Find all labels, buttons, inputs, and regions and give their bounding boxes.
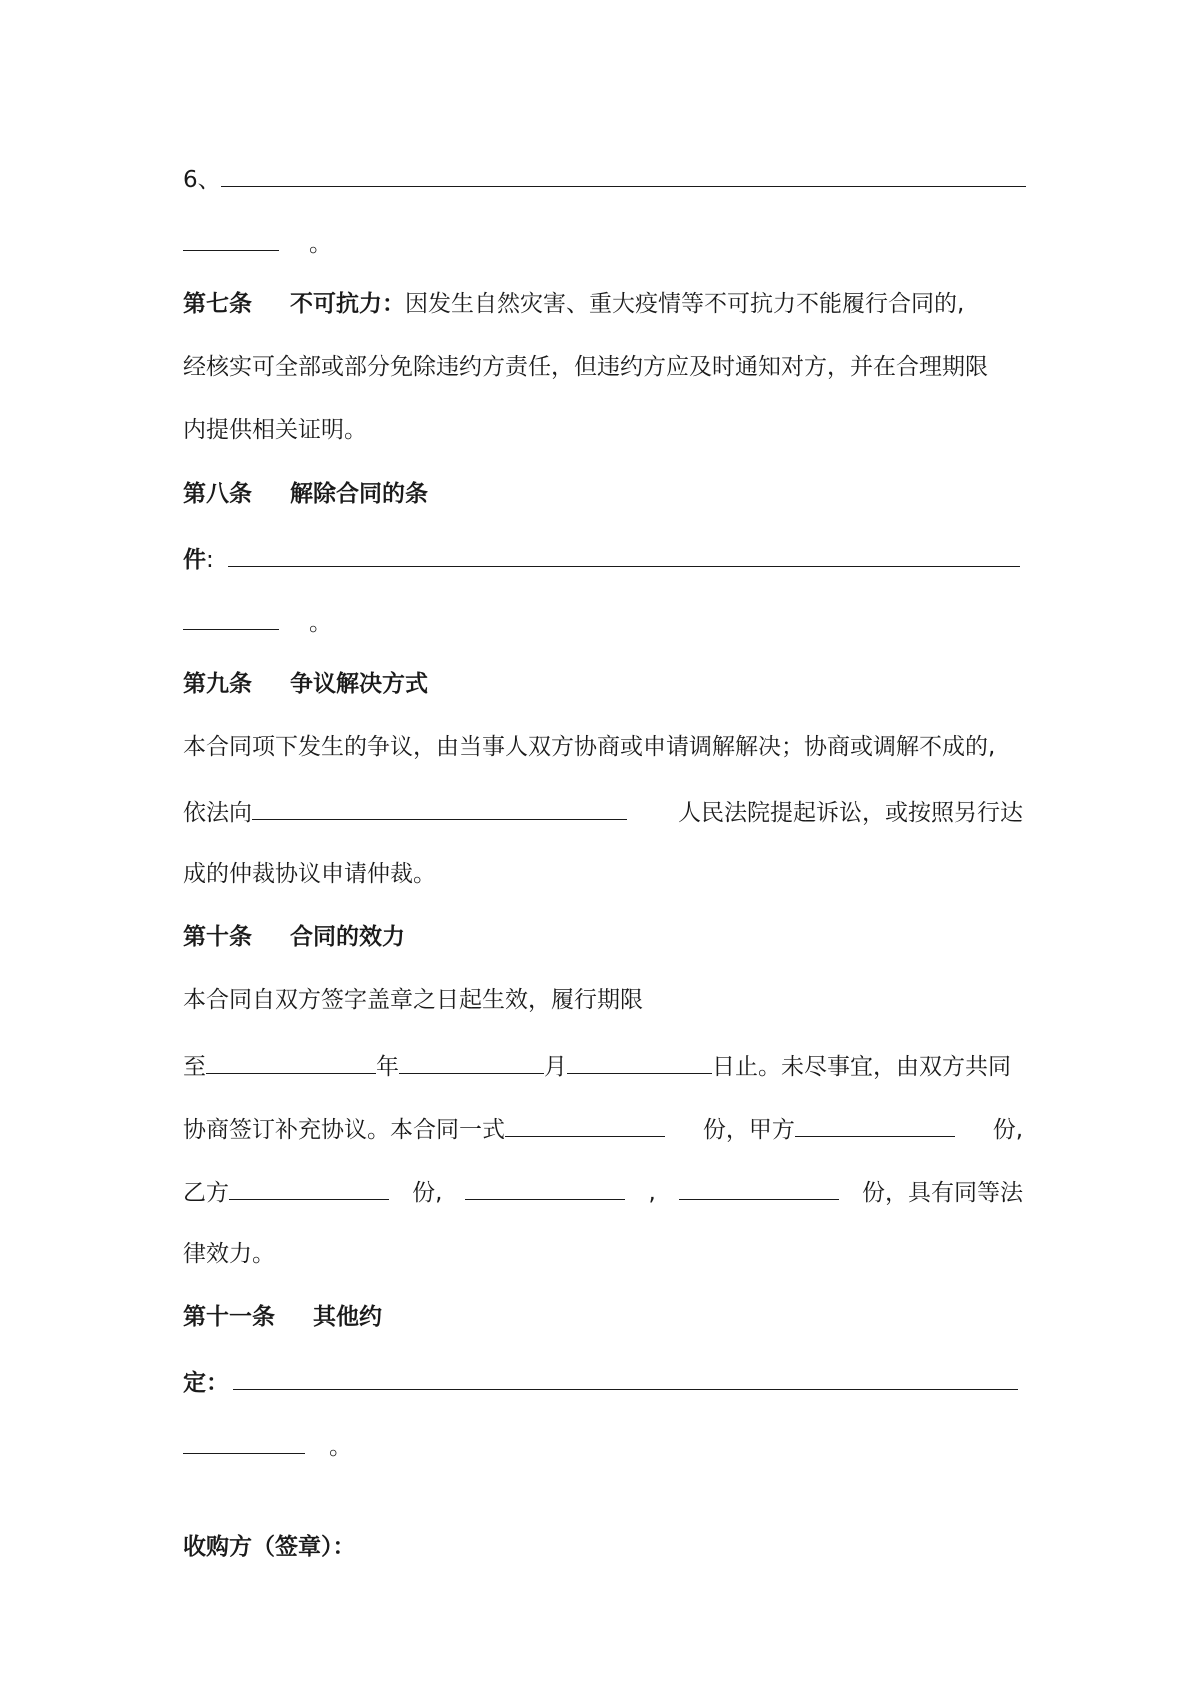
copies-party-b-blank[interactable]: [229, 1173, 389, 1200]
article-10-text-5: 律效力。: [183, 1241, 275, 1267]
item-6-number: 6、: [183, 167, 221, 193]
article-11-period: 。: [329, 1434, 352, 1460]
article-10-text-2: 日止。未尽事宜，由双方共同: [712, 1054, 1011, 1080]
article-7-title: 第七条: [183, 291, 252, 317]
article-10-text-4b: 份,: [412, 1180, 443, 1206]
article-8-heading: 解除合同的条: [290, 481, 428, 507]
article-9-line-2: [183, 793, 1023, 827]
article-10-line-3: [183, 1110, 1023, 1144]
article-11-heading-line: [183, 1300, 1023, 1334]
article-10-line-5: [183, 1237, 1023, 1271]
article-9-heading-line: [183, 667, 1023, 701]
article-10-heading: 合同的效力: [290, 924, 405, 950]
article-11-heading-cont: 定：: [183, 1370, 229, 1396]
article-8-continuation: [183, 603, 1023, 637]
article-10-heading-line: [183, 920, 1023, 954]
article-11-continuation: [183, 1427, 1023, 1461]
article-7-line-2: [183, 350, 1023, 384]
article-9-line-1: [183, 730, 1023, 764]
copies-party-a-blank[interactable]: [795, 1110, 955, 1137]
article-11-heading: 其他约: [313, 1304, 382, 1330]
article-9-text-2a: 依法向: [183, 800, 252, 826]
article-9-text-1: 本合同项下发生的争议，由当事人双方协商或申请调解解决；协商或调解不成的,: [183, 734, 996, 760]
end-day-blank[interactable]: [567, 1047, 712, 1074]
item-6-blank-cont[interactable]: [183, 224, 279, 251]
article-10-text-3b: 份，甲方: [702, 1117, 795, 1143]
copies-total-blank[interactable]: [505, 1110, 665, 1137]
item-6-blank[interactable]: [221, 160, 1026, 187]
article-10-zhi: 至: [183, 1054, 206, 1080]
article-10-line-4: [183, 1173, 1023, 1207]
article-10-line-1: [183, 983, 1023, 1017]
article-7-line-1: [183, 287, 1023, 321]
article-10-text-3a: 协商签订补充协议。本合同一式: [183, 1117, 505, 1143]
article-8-blank[interactable]: [228, 540, 1020, 567]
article-7-text-3: 内提供相关证明。: [183, 417, 367, 443]
item-6-line: [183, 160, 1023, 194]
article-7-heading: 不可抗力：: [290, 291, 405, 317]
article-9-text-3: 成的仲裁协议申请仲裁。: [183, 861, 436, 887]
end-month-blank[interactable]: [399, 1047, 544, 1074]
article-10-month: 月: [544, 1054, 567, 1080]
copies-other-blank[interactable]: [679, 1173, 839, 1200]
article-11-line-2: [183, 1363, 1023, 1397]
other-party-blank[interactable]: [465, 1173, 625, 1200]
article-11-blank-cont[interactable]: [183, 1427, 305, 1454]
article-10-title: 第十条: [183, 924, 252, 950]
article-11-blank[interactable]: [233, 1363, 1018, 1390]
end-year-blank[interactable]: [206, 1047, 376, 1074]
article-9-text-2b: 人民法院提起诉讼，或按照另行达: [678, 800, 1023, 826]
article-8-colon: :: [206, 547, 214, 573]
article-9-title: 第九条: [183, 671, 252, 697]
item-6-period: 。: [309, 231, 332, 257]
article-10-text-4a: 乙方: [183, 1180, 229, 1206]
article-7-line-3: [183, 413, 1023, 447]
article-8-heading-cont: 件: [183, 547, 206, 573]
purchaser-signature-label: 收购方（签章）：: [183, 1534, 356, 1560]
article-10-text-4c: ,: [648, 1180, 656, 1206]
item-6-continuation: [183, 224, 1023, 258]
article-8-period: 。: [309, 610, 332, 636]
article-8-blank-cont[interactable]: [183, 603, 279, 630]
signature-line: [183, 1530, 1023, 1564]
article-8-line-2: [183, 540, 1023, 574]
article-8-title: 第八条: [183, 481, 252, 507]
article-8-heading-line: [183, 477, 1023, 511]
article-10-text-4d: 份，具有同等法: [861, 1180, 1023, 1206]
article-11-title: 第十一条: [183, 1304, 275, 1330]
article-10-year: 年: [376, 1054, 399, 1080]
article-9-heading: 争议解决方式: [290, 671, 428, 697]
court-name-blank[interactable]: [252, 793, 627, 820]
article-7-text-2: 经核实可全部或部分免除违约方责任，但违约方应及时通知对方，并在合理期限: [183, 354, 988, 380]
article-10-text-1: 本合同自双方签字盖章之日起生效，履行期限: [183, 987, 643, 1013]
article-10-text-3c: 份,: [992, 1117, 1023, 1143]
article-9-line-3: [183, 857, 1023, 891]
article-10-line-2: [183, 1047, 1023, 1081]
article-7-text-1: 因发生自然灾害、重大疫情等不可抗力不能履行合同的,: [405, 291, 965, 317]
